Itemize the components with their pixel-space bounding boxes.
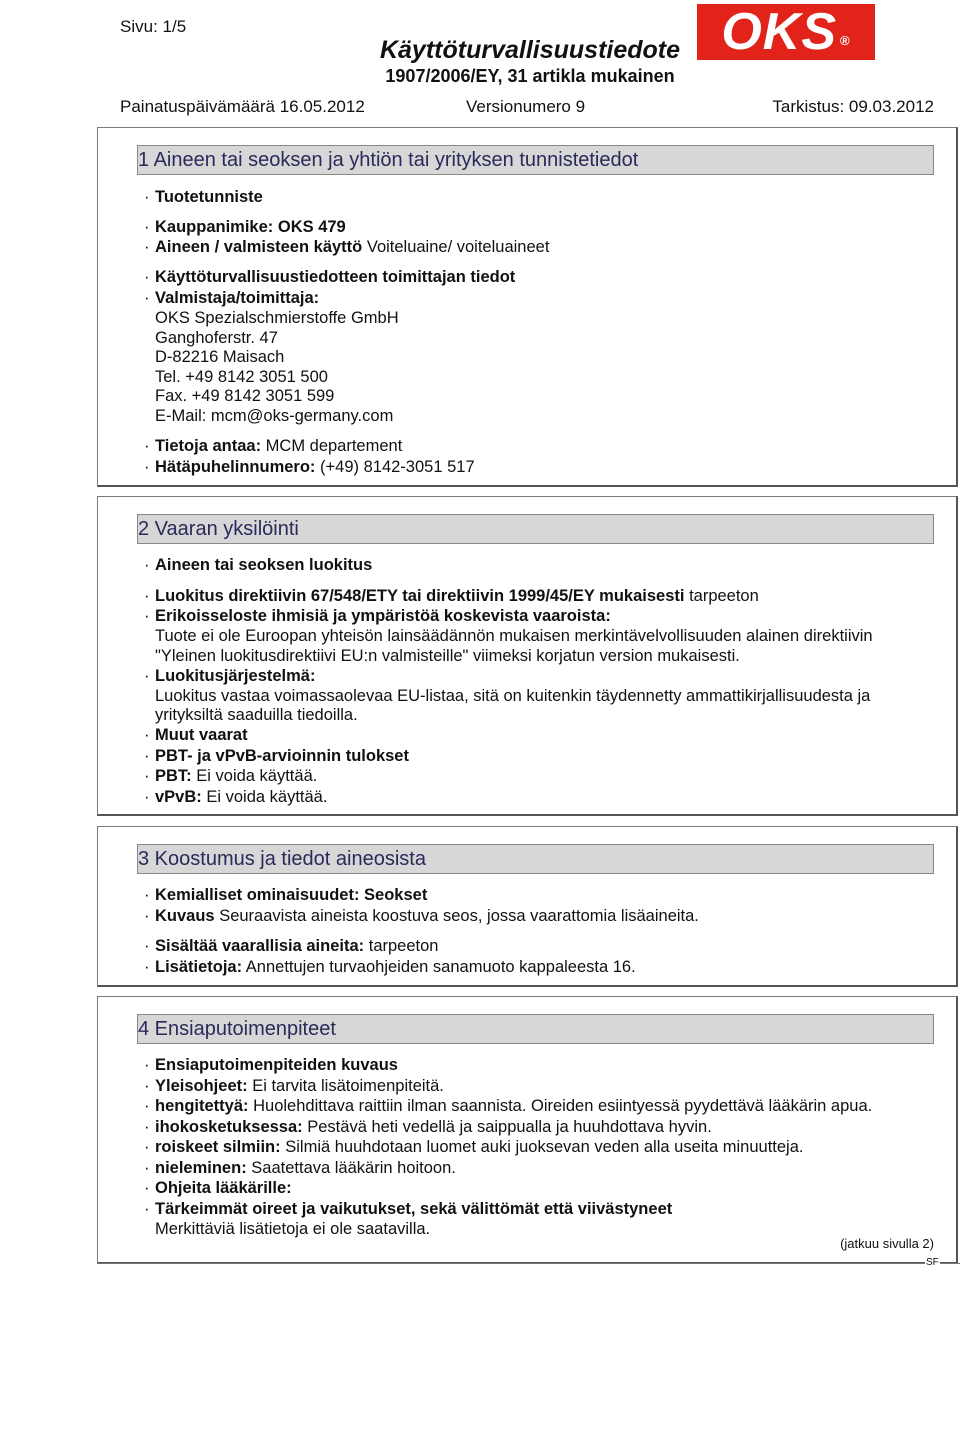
pbt-line: · PBT: Ei voida käyttää. (144, 767, 318, 785)
version-number: Versionumero 9 (466, 97, 586, 116)
general-advice: · Yleisohjeet: Ei tarvita lisätoimenpiteitä. (144, 1077, 444, 1095)
dangerous-components: · Sisältää vaarallisia aineita: tarpeeton (144, 937, 439, 955)
symptoms-text: Merkittäviä lisätietoja ei ole saatavilla. (155, 1220, 431, 1238)
page-number: Sivu: 1/5 (120, 17, 187, 36)
description-line: · Kuvaus Seuraavista aineista koostuva seos, jossa vaarattomia lisäaineita. (144, 907, 699, 925)
directive-classification: · Luokitus direktiivin 67/548/ETY tai direktiivin 1999/45/EY mukaisesti tarpeeton (144, 587, 759, 605)
trade-name: · Kauppanimike: OKS 479 (144, 218, 346, 236)
print-date: Painatuspäivämäärä 16.05.2012 (120, 97, 365, 116)
additional-info: · Lisätietoja: Annettujen turvaohjeiden sanamuoto kappaleesta 16. (144, 958, 636, 976)
section-2-heading: 2 Vaaran yksilöinti (137, 514, 934, 544)
logo-registered-mark: ® (840, 32, 851, 48)
doctor-notes: · Ohjeita lääkärille: (144, 1179, 292, 1197)
supplier-info: · Käyttöturvallisuustiedotteen toimittajan tiedot (144, 268, 516, 286)
footer-divider (97, 1263, 960, 1264)
email-line[interactable]: E-Mail: mcm@oks-germany.com (155, 407, 394, 425)
document-title: Käyttöturvallisuustiedote (379, 36, 681, 64)
address-line: Tel. +49 8142 3051 500 (155, 368, 328, 386)
chemical-characterization: · Kemialliset ominaisuudet: Seokset (144, 886, 428, 904)
section-3-heading: 3 Koostumus ja tiedot aineosista (137, 844, 934, 874)
vpvb-line: · vPvB: Ei voida käyttää. (144, 788, 328, 806)
section-1-heading: 1 Aineen tai seoksen ja yhtiön tai yrityksen tunnistetiedot (137, 145, 934, 175)
section-4-heading: 4 Ensiaputoimenpiteet (137, 1014, 934, 1044)
continued-note: (jatkuu sivulla 2) (840, 1236, 934, 1251)
emergency-phone: · Hätäpuhelinnumero: (+49) 8142-3051 517 (144, 458, 475, 476)
inhalation-advice: · hengitettyä: Huolehdittava raittiin ilman saannista. Oireiden esiintyessä pyydettävä lääkärin apua. (144, 1097, 873, 1115)
language-code: SF (926, 1257, 939, 1268)
review-date: Tarkistus: 09.03.2012 (772, 97, 934, 116)
hazard-text-line: Tuote ei ole Euroopan yhteisön lainsäädännön mukaisen merkintävelvollisuuden alainen direktiivin (155, 627, 873, 645)
address-line: Fax. +49 8142 3051 599 (155, 387, 335, 405)
classification-system-label: · Luokitusjärjestelmä: (144, 667, 316, 685)
system-text-line: yrityksiltä saaduilla tiedoilla. (155, 706, 358, 724)
other-hazards: · Muut vaarat (144, 726, 248, 744)
document-subtitle: 1907/2006/EY, 31 artikla mukainen (385, 66, 675, 86)
section-3 (97, 826, 958, 987)
product-identifier: · Tuotetunniste (144, 188, 263, 206)
hazard-statement-label: · Erikoisseloste ihmisiä ja ympäristöä koskevista vaaroista: (144, 607, 611, 625)
logo-text: OKS (721, 3, 838, 61)
classification-title: · Aineen tai seoksen luokitus (144, 556, 373, 574)
info-contact: · Tietoja antaa: MCM departement (144, 437, 403, 455)
first-aid-description: · Ensiaputoimenpiteiden kuvaus (144, 1056, 398, 1074)
section-4 (97, 996, 958, 1264)
system-text-line: Luokitus vastaa voimassaolevaa EU-listaa, sitä on kuitenkin täydennetty ammattikirjallisuudesta ja (155, 687, 871, 705)
section-1 (97, 127, 958, 487)
skin-contact-advice: · ihokosketuksessa: Pestävä heti vedellä ja saippualla ja huuhdottava hyvin. (144, 1118, 712, 1136)
address-line: D-82216 Maisach (155, 348, 285, 366)
address-line: Ganghoferstr. 47 (155, 329, 278, 347)
hazard-text-line: "Yleinen luokitusdirektiivi EU:n valmisteille" viimeksi korjatun version mukaisesti. (155, 647, 740, 665)
eye-contact-advice: · roiskeet silmiin: Silmiä huuhdotaan luomet auki juoksevan veden alla useita minuutteja. (144, 1138, 804, 1156)
manufacturer-label: · Valmistaja/toimittaja: (144, 289, 320, 307)
oks-logo (697, 4, 875, 60)
ingestion-advice: · nieleminen: Saatettava lääkärin hoitoon. (144, 1159, 456, 1177)
product-use: · Aineen / valmisteen käyttö Voiteluaine/ voiteluaineet (144, 238, 550, 256)
pbt-results: · PBT- ja vPvB-arvioinnin tulokset (144, 747, 409, 765)
symptoms-label: · Tärkeimmät oireet ja vaikutukset, sekä välittömät että viivästyneet (144, 1200, 673, 1218)
address-line: OKS Spezialschmierstoffe GmbH (155, 309, 399, 327)
section-2 (97, 496, 958, 816)
